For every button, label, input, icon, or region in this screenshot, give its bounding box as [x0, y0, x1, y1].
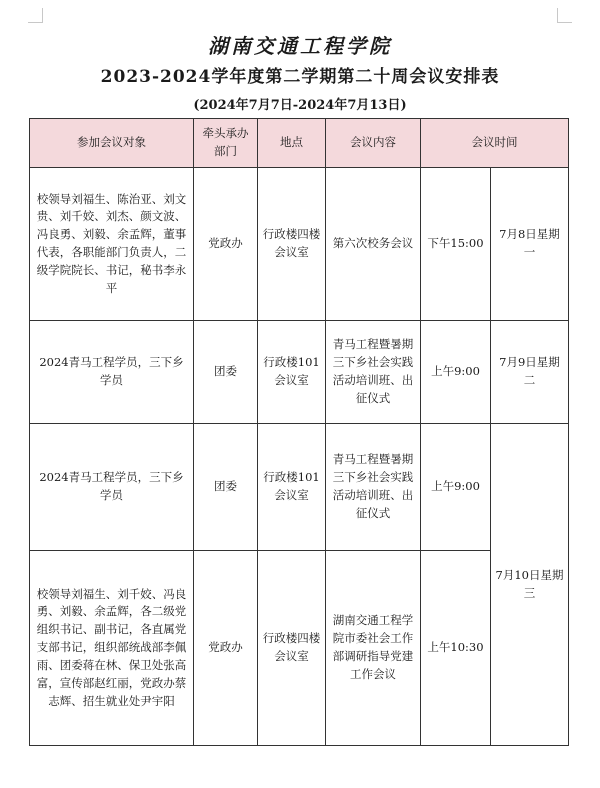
header-attendees: 参加会议对象: [30, 119, 194, 168]
cell-location: 行政楼四楼会议室: [258, 551, 326, 746]
cell-content: 第六次校务会议: [326, 168, 421, 321]
cell-time: 上午10:30: [421, 551, 491, 746]
header-location: 地点: [258, 119, 326, 168]
school-name: 湖南交通工程学院: [208, 34, 392, 58]
cell-time: 下午15:00: [421, 168, 491, 321]
table-row: [30, 551, 569, 746]
cell-attendees: 校领导刘福生、陈治亚、刘文贵、刘千姣、刘杰、颜文波、冯良勇、刘毅、余孟辉，董事代表，各职能部门负责人，二级学院院长、书记，秘书李永平: [30, 168, 194, 321]
header-content: 会议内容: [326, 119, 421, 168]
cell-time: 上午9:00: [421, 321, 491, 424]
date-range: (2024年7月7日-2024年7月13日): [193, 98, 407, 113]
cell-date: 7月9日星期二: [491, 321, 569, 424]
table-row: [30, 321, 569, 424]
header-host-department: 牵头承办部门: [194, 119, 258, 168]
cell-location: 行政楼101会议室: [258, 321, 326, 424]
crop-mark-top-right: [557, 8, 572, 23]
cell-location: 行政楼101会议室: [258, 424, 326, 551]
cell-date: 7月10日星期三: [491, 424, 569, 746]
cell-attendees: 2024青马工程学员，三下乡学员: [30, 424, 194, 551]
cell-content: 湖南交通工程学院市委社会工作部调研指导党建工作会议: [326, 551, 421, 746]
cell-date: 7月8日星期一: [491, 168, 569, 321]
cell-host: 团委: [194, 424, 258, 551]
page-title: 2023-2024学年度第二学期第二十周会议安排表: [100, 67, 500, 87]
table-row: [30, 424, 569, 551]
header-time: 会议时间: [421, 119, 569, 168]
table-row: [30, 168, 569, 321]
cell-host: 团委: [194, 321, 258, 424]
cell-time: 上午9:00: [421, 424, 491, 551]
cell-attendees: 校领导刘福生、刘千姣、冯良勇、刘毅、余孟辉，各二级党组织书记、副书记，各直属党支部书记，组织部统战部李佩雨、团委蒋在林、保卫处张高富，宣传部赵红丽，党政办蔡志辉、招生就业处尹宇阳: [30, 551, 194, 746]
cell-host: 党政办: [194, 551, 258, 746]
cell-attendees: 2024青马工程学员，三下乡学员: [30, 321, 194, 424]
crop-mark-top-left: [28, 8, 43, 23]
meeting-schedule-table: [29, 118, 569, 746]
table-header-row: [30, 119, 569, 168]
cell-content: 青马工程暨暑期三下乡社会实践活动培训班、出征仪式: [326, 424, 421, 551]
cell-content: 青马工程暨暑期三下乡社会实践活动培训班、出征仪式: [326, 321, 421, 424]
cell-host: 党政办: [194, 168, 258, 321]
cell-location: 行政楼四楼会议室: [258, 168, 326, 321]
